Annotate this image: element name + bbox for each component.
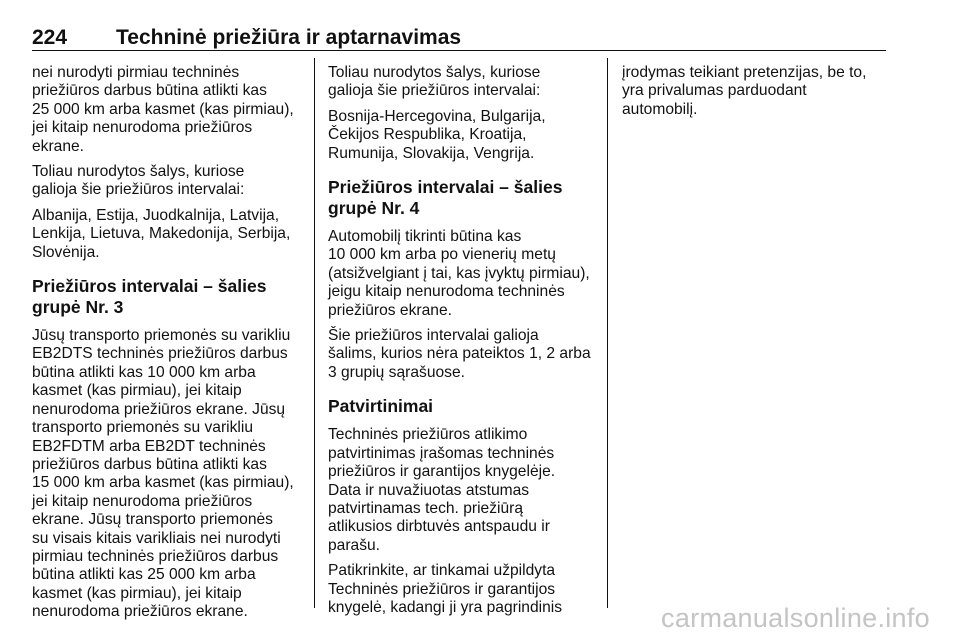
paragraph: nei nurodyti pirmiau techninės priežiūros darbus būtina atlikti kas 25 000 km arba kasmet (kas pirmiau), jei kitaip nenurodoma priežiūros ekrane. (32, 64, 294, 155)
page-header (32, 22, 886, 51)
paragraph: Bosnija-Hercegovina, Bulgarija, Čekijos Respublika, Kroatija, Rumunija, Slovakija, Vengrija. (328, 107, 546, 162)
paragraph: Techninės priežiūros atlikimo patvirtinimas įrašomas techninės priežiūros ir garantijos knygelėje. Data ir nuvažiuotas atstumas patvirtinamas tech. priežiūrą atlikusios dirbtuvės antspaudu ir parašu. (328, 426, 556, 554)
text-column-2 (328, 64, 598, 624)
text-column-3 (622, 64, 882, 126)
page-title: Techninė priežiūra ir aptarnavimas (116, 26, 462, 49)
watermark: carmanualsonline.info (661, 603, 930, 633)
paragraph: Jūsų transporto priemonės su varikliu EB2DTS techninės priežiūros darbus būtina atlikti kas 10 000 km arba kasmet (kas pirmiau), jei kitaip nenurodoma priežiūros ekrane. Jūsų transporto priemonės su varikliu EB2FDTM arba EB2DT techninės priežiūros darbus būtina atlikti kas 15 000 km arba kasmet (kas pirmiau), jei kitaip nenurodoma priežiūros ekrane. Jūsų transporto priemonės su visais kitais varikliais nei nurodyti pirmiau techninės priežiūros darbus būtina atlikti kas 25 000 km arba kasmet (kas pirmiau), jei kitaip nenurodoma priežiūros ekrane. (32, 327, 294, 621)
section-heading: Priežiūros intervalai – šalies grupė Nr. 4 (328, 177, 563, 219)
paragraph: Albanija, Estija, Juodkalnija, Latvija, Lenkija, Lietuva, Makedonija, Serbija, Slovėnija. (32, 206, 291, 261)
paragraph: Patikrinkite, ar tinkamai užpildyta Techninės priežiūros ir garantijos knygelė, kadangi ji yra pagrindinis (328, 562, 563, 616)
page-number: 224 (32, 26, 68, 49)
paragraph: Šie priežiūros intervalai galioja šalims, kurios nėra pateiktos 1, 2 arba 3 grupių sąrašuose. (328, 327, 591, 381)
paragraph: Automobilį tikrinti būtina kas 10 000 km arba po vienerių metų (atsižvelgiant į tai, kas įvyktų pirmiau), jeigu kitaip nenurodoma techninės priežiūros ekrane. (328, 228, 590, 319)
section-heading: Priežiūros intervalai – šalies grupė Nr. 3 (32, 276, 267, 318)
column-divider (607, 58, 608, 608)
column-divider (314, 58, 315, 608)
section-heading: Patvirtinimai (328, 396, 434, 417)
text-column-1 (32, 64, 304, 629)
paragraph: Toliau nurodytos šalys, kuriose galioja šie priežiūros intervalai: (328, 64, 541, 100)
paragraph: Toliau nurodytos šalys, kuriose galioja šie priežiūros intervalai: (32, 163, 245, 199)
paragraph: įrodymas teikiant pretenzijas, be to, yra privalumas parduodant automobilį. (622, 64, 867, 118)
